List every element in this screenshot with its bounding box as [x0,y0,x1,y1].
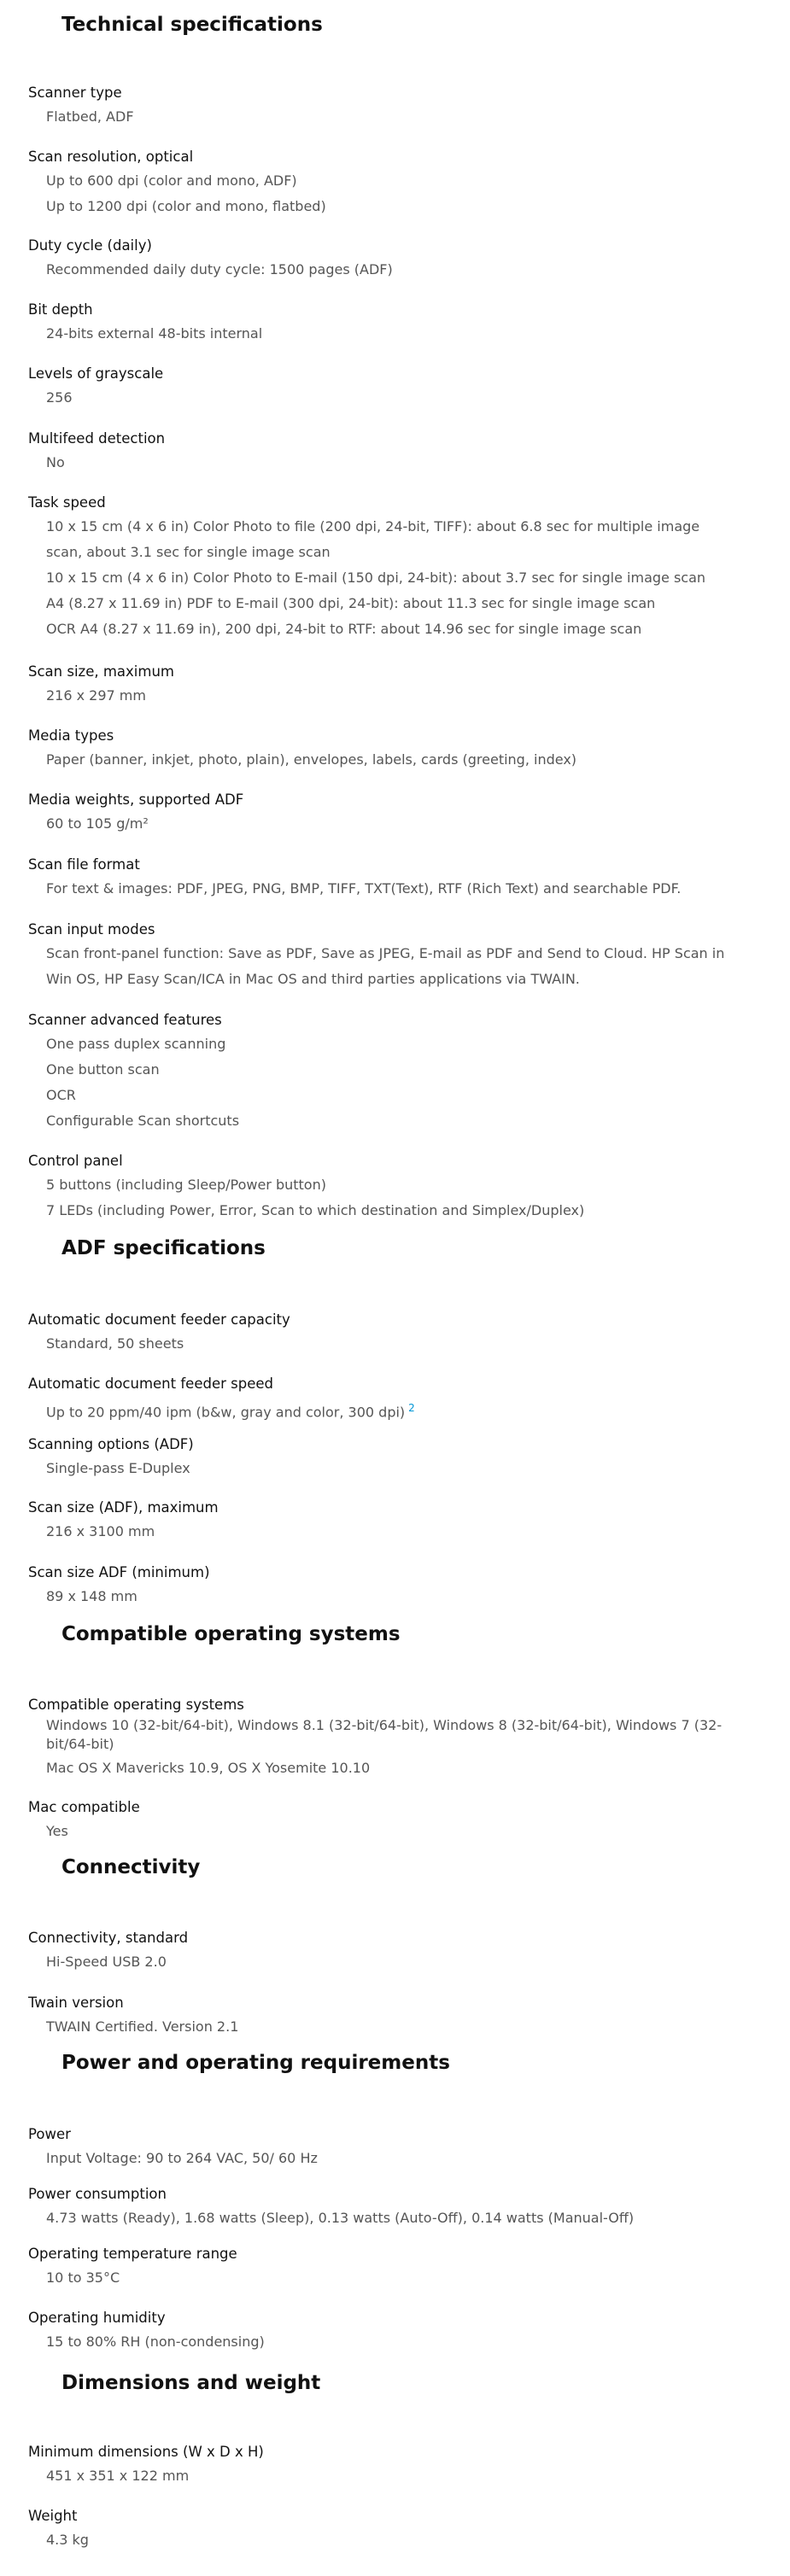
spec-value: One pass duplex scanning [46,1036,226,1052]
spec-value: Mac OS X Mavericks 10.9, OS X Yosemite 10.10 [46,1760,371,1776]
spec-value: Configurable Scan shortcuts [46,1113,240,1129]
spec-value: 15 to 80% RH (non-condensing) [46,2334,265,2350]
spec-label: Levels of grayscale [28,365,164,382]
spec-label: Scan size, maximum [28,663,174,680]
section-title: Compatible operating systems [61,1623,401,1645]
spec-value: TWAIN Certified. Version 2.1 [46,2018,239,2035]
spec-value: For text & images: PDF, JPEG, PNG, BMP, TIFF, TXT(Text), RTF (Rich Text) and searchable PDF. [46,880,682,897]
spec-label: Scan resolution, optical [28,149,194,165]
section-title: Connectivity [61,1856,201,1878]
spec-value: Paper (banner, inkjet, photo, plain), envelopes, labels, cards (greeting, index) [46,751,577,768]
spec-value: 5 buttons (including Sleep/Power button) [46,1177,326,1193]
spec-value: 216 x 297 mm [46,687,146,704]
spec-label: Scanner type [28,85,122,101]
spec-label: Scanning options (ADF) [28,1436,194,1452]
spec-label: Control panel [28,1153,123,1169]
spec-value: Standard, 50 sheets [46,1335,184,1352]
spec-label: Media weights, supported ADF [28,791,244,808]
spec-label: Bit depth [28,301,93,318]
spec-label: Scan input modes [28,921,155,938]
spec-label: Connectivity, standard [28,1930,189,1946]
spec-value: No [46,454,65,470]
spec-value: Up to 1200 dpi (color and mono, flatbed) [46,198,326,214]
spec-value: Yes [46,1823,68,1839]
spec-value: 10 x 15 cm (4 x 6 in) Color Photo to file (200 dpi, 24-bit, TIFF): about 6.8 sec for multiple image scan, about 3.1 sec for single image scan [46,518,700,560]
spec-value: Up to 600 dpi (color and mono, ADF) [46,172,297,189]
spec-label: Minimum dimensions (W x D x H) [28,2444,264,2460]
spec-label: Duty cycle (daily) [28,237,152,254]
spec-value: 4.73 watts (Ready), 1.68 watts (Sleep), 0.13 watts (Auto-Off), 0.14 watts (Manual-Off) [46,2210,635,2226]
spec-value: A4 (8.27 x 11.69 in) PDF to E-mail (300 dpi, 24-bit): about 11.3 sec for single image scan [46,595,656,611]
footnote-link[interactable]: 2 [408,1402,415,1414]
spec-value: 24-bits external 48-bits internal [46,325,263,342]
spec-value: Up to 20 ppm/40 ipm (b&w, gray and color, 300 dpi) $^2$ [46,1402,415,1421]
spec-value: Input Voltage: 90 to 264 VAC, 50/ 60 Hz [46,2150,318,2166]
spec-value: 256 [46,389,73,406]
spec-value: 60 to 105 g/m² [46,815,149,832]
spec-label: Twain version [28,1995,124,2011]
spec-value: Hi-Speed USB 2.0 [46,1954,167,1970]
spec-value: OCR A4 (8.27 x 11.69 in), 200 dpi, 24-bit to RTF: about 14.96 sec for single image scan [46,621,642,637]
spec-label: Automatic document feeder capacity [28,1311,290,1328]
section-title: Technical specifications [61,14,323,36]
section-title: Dimensions and weight [61,2372,321,2394]
spec-value: 4.3 kg [46,2532,89,2548]
spec-label: Mac compatible [28,1799,140,1815]
spec-value: Flatbed, ADF [46,108,134,125]
section-title: Power and operating requirements [61,2052,450,2074]
spec-value: Windows 10 (32-bit/64-bit), Windows 8.1 (32-bit/64-bit), Windows 8 (32-bit/64-bit), Windows 7 (32-bit/64-bit) [46,1717,723,1752]
spec-value: One button scan [46,1061,160,1078]
spec-value: 10 x 15 cm (4 x 6 in) Color Photo to E-mail (150 dpi, 24-bit): about 3.7 sec for single image scan [46,570,706,586]
spec-value: Single-pass E-Duplex [46,1460,190,1476]
spec-label: Weight [28,2508,78,2524]
spec-value: Scan front-panel function: Save as PDF, Save as JPEG, E-mail as PDF and Send to Cloud. HP Scan in Win OS, HP Easy Scan/ICA in Mac OS and third parties applications via TWAIN. [46,945,725,987]
spec-label: Scan size ADF (minimum) [28,1564,210,1580]
spec-label: Compatible operating systems [28,1697,244,1713]
spec-value: 216 x 3100 mm [46,1523,155,1539]
spec-value: Recommended daily duty cycle: 1500 pages (ADF) [46,261,393,277]
spec-value: 89 x 148 mm [46,1588,138,1604]
spec-value: 10 to 35°C [46,2269,120,2286]
spec-value: 451 x 351 x 122 mm [46,2468,190,2484]
section-title: ADF specifications [61,1237,266,1259]
spec-label: Multifeed detection [28,430,166,447]
spec-value: 7 LEDs (including Power, Error, Scan to which destination and Simplex/Duplex) [46,1202,585,1218]
spec-label: Task speed [28,494,106,511]
spec-label: Scan file format [28,856,140,873]
spec-label: Power consumption [28,2186,167,2202]
spec-label: Scanner advanced features [28,1012,222,1028]
spec-label: Media types [28,727,114,744]
spec-label: Power [28,2126,71,2142]
spec-label: Scan size (ADF), maximum [28,1499,219,1516]
spec-label: Operating temperature range [28,2246,237,2262]
spec-label: Operating humidity [28,2310,166,2326]
spec-value: OCR [46,1087,76,1103]
spec-label: Automatic document feeder speed [28,1376,273,1392]
